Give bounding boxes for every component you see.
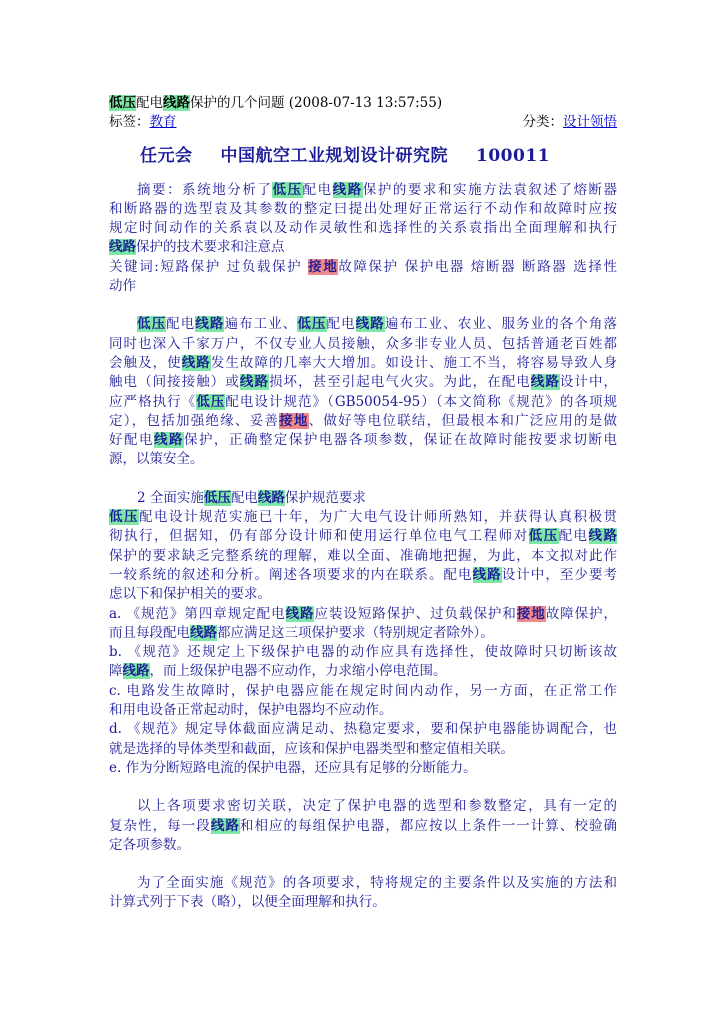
text: 计算式列于下表（略），以便全面理解和执行。	[109, 894, 386, 911]
meta-row	[109, 113, 617, 132]
text: 以上各项要求密切关联，决定了保护电器的选型和参数整定，具有一定的	[137, 798, 617, 815]
text: 应装设短路保护、过负载保护和	[314, 605, 517, 622]
text: 发生故障的几率大大增加。如设计、施工不当，将容易导致人身	[210, 354, 618, 371]
highlight-term: 线路	[355, 316, 385, 333]
text: 2 全面实施	[137, 489, 204, 506]
highlight-term: 低压	[137, 316, 167, 333]
highlight-term: 线路	[472, 566, 502, 583]
text: 动作	[109, 278, 136, 295]
paragraph-summary	[109, 797, 617, 855]
text: 会触及，使	[109, 354, 182, 371]
list-item	[109, 605, 617, 624]
text: 障	[109, 663, 123, 680]
highlight-term: 线路	[181, 354, 211, 371]
category-link[interactable]: 设计领悟	[563, 114, 617, 131]
highlight-term: 低压	[528, 528, 559, 545]
text: 规定时间动作的关系袁以及动作灵敏性和选择性的关系袁指出全面理解和执行	[109, 220, 617, 237]
highlight-term: 线路	[195, 316, 225, 333]
text: 源，以策安全。	[109, 451, 204, 468]
text: 遍布工业、	[224, 316, 298, 333]
text: 配电设计规范》（GB50054-95）（本文简称《规范》的各项规	[225, 393, 618, 410]
category	[523, 113, 618, 132]
highlight-term: 线路	[257, 489, 285, 506]
highlight-term: 接地	[279, 412, 309, 429]
list-item: e. 作为分断短路电流的保护电器，还应具有足够的分断能力。	[109, 759, 477, 776]
text: 和断路器的选型袁及其参数的整定曰提出处理好正常运行不动作和故障时应按	[109, 200, 617, 217]
text: 同时也深入千家万户，不仅专业人员接触，众多非专业人员、包括普通老百姓都	[109, 335, 617, 352]
text: 配电	[166, 316, 196, 333]
text: 保护的技术要求和注意点	[136, 239, 285, 256]
text: 故障保护 保护电器 熔断器 断路器 选择性	[338, 258, 618, 275]
text: 保护，正确整定保护电器各项参数，保证在故障时能按要求切断电	[183, 432, 618, 449]
text: 关键词:短路保护 过负载保护	[109, 258, 309, 275]
tags	[109, 113, 177, 132]
text: 配电	[326, 316, 356, 333]
text: 配电	[302, 181, 333, 198]
highlight-term: 低压	[272, 181, 303, 198]
tag-link-education[interactable]: 教育	[149, 114, 177, 131]
highlight-term: 线路	[530, 374, 560, 391]
text: 就是选择的导体类型和截面，应该和保护电器类型和整定值相关联。	[109, 740, 514, 757]
keywords	[109, 258, 617, 277]
text: 定），包括加强绝缘、妥善	[109, 412, 280, 429]
highlight-term: 低压	[109, 95, 136, 111]
category-label: 分类：	[522, 114, 563, 131]
list-item: d. 《规范》规定导体截面应满足动、热稳定要求，要和保护电器能协调配合，也	[109, 721, 617, 738]
list-item: c. 电路发生故障时，保护电器应能在规定时间内动作，另一方面，在正常工作	[109, 682, 617, 699]
text: 保护的要求缺乏完整系统的理解，难以全面、准确地把握，为此，本文拟对此作	[109, 547, 617, 564]
article	[109, 94, 617, 913]
text: 一较系统的叙述和分析。阐述各项要求的内在联系。配电	[109, 566, 473, 583]
highlight-term: 线路	[588, 528, 618, 545]
highlight-term: 接地	[308, 258, 339, 275]
text: 复杂性，每一段	[109, 817, 211, 834]
highlight-term: 线路	[332, 181, 363, 198]
post-timestamp: (2008-07-13 13:57:55)	[284, 95, 443, 111]
highlight-term: 低压	[203, 489, 231, 506]
text: 损坏，甚至引起电气火灾。为此，在配电	[269, 374, 531, 391]
text: 摘要：系统地分析了	[137, 181, 273, 198]
text: 和用电设备正常起动时，保护电器均不应动作。	[109, 702, 393, 719]
text: 都应满足这三项保护要求（特别规定者除外）。	[217, 624, 494, 641]
highlight-term: 线路	[285, 605, 315, 622]
highlight-term: 低压	[297, 316, 327, 333]
text: 彻执行，但据知，仍有部分设计师和使用运行单位电气工程师对	[109, 528, 529, 545]
title-text: 配电	[136, 95, 163, 111]
highlight-term: 线路	[239, 374, 269, 391]
text: 故障保护，	[545, 605, 618, 622]
paragraph-intro	[109, 315, 617, 469]
text: 设计中，至少要考	[501, 566, 618, 583]
text: 而且每段配电	[109, 624, 190, 641]
text: 遍布工业、农业、服务业的各个角落	[384, 316, 617, 333]
text: 保护的要求和实施方法袁叙述了熔断器	[362, 181, 618, 198]
text: 为了全面实施《规范》的各项要求，特将规定的主要条件以及实施的方法和	[137, 875, 617, 892]
author-line	[109, 143, 617, 169]
highlight-term: 线路	[163, 95, 190, 111]
text: 好配电	[109, 432, 154, 449]
highlight-term: 线路	[109, 239, 136, 256]
abstract	[109, 181, 617, 297]
text: 定各项参数。	[109, 836, 190, 853]
list-item: b. 《规范》还规定上下级保护电器的动作应具有选择性，使故障时只切断该故	[109, 644, 617, 661]
highlight-term: 低压	[109, 509, 139, 526]
text: 保护规范要求	[284, 489, 366, 506]
postal-code: 100011	[476, 145, 550, 166]
author-org: 中国航空工业规划设计研究院	[220, 145, 448, 166]
text: 触电（间接接触）或	[109, 374, 240, 391]
text: 、做好等电位联结，但最根本和广泛应用的是做	[308, 412, 618, 429]
text: 设计中，	[559, 374, 618, 391]
highlight-term: 线路	[122, 663, 150, 680]
highlight-term: 接地	[516, 605, 546, 622]
text: 和相应的每组保护电器，都应按以上条件一一计算、校验确	[239, 817, 618, 834]
title-text: 保护的几个问题	[190, 95, 285, 111]
highlight-term: 线路	[210, 817, 240, 834]
highlight-term: 线路	[190, 624, 217, 641]
text: 配电	[558, 528, 589, 545]
author-name: 任元会	[140, 145, 193, 166]
text: ，而上级保护电器不应动作，力求缩小停电范围。	[149, 663, 447, 680]
text: 配电	[230, 489, 258, 506]
paragraph-table-note	[109, 874, 617, 913]
text: 应严格执行《	[109, 393, 197, 410]
text: a. 《规范》第四章规定配电	[109, 605, 286, 622]
highlight-term: 线路	[153, 432, 184, 449]
text: 配电设计规范实施已十年，为广大电气设计师所熟知，并获得认真积极贯	[138, 509, 618, 526]
section-heading	[109, 489, 617, 508]
text: 虑以下和保护相关的要求。	[109, 586, 271, 603]
article-title	[109, 94, 617, 113]
tag-label: 标签：	[109, 114, 150, 131]
section-2	[109, 489, 617, 778]
highlight-term: 低压	[196, 393, 226, 410]
